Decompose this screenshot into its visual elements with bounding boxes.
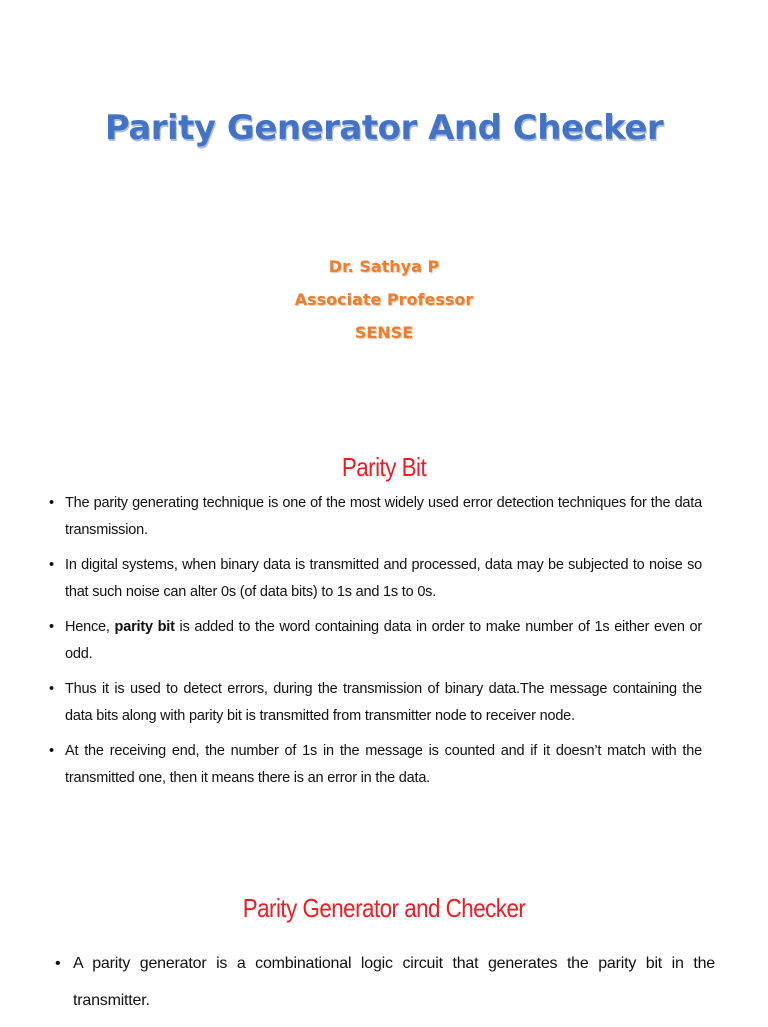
bullet-item: • Hence, parity bit is added to the word containing data in order to make number of 1s either even or odd. — [49, 614, 702, 668]
bullet-item: • A parity generator is a combinational logic circuit that generates the parity bit in the transmitter. — [55, 945, 715, 1019]
slide-title: Parity Generator And Checker — [104, 108, 664, 148]
bullet-icon: • — [49, 743, 54, 759]
author-school: SENSE — [354, 323, 414, 342]
section-heading-generator-checker: Parity Generator and Checker — [242, 893, 526, 923]
bullet-item: • The parity generating technique is one of the most widely used error detection techniques for the data transmission. — [49, 490, 702, 544]
bullet-icon: • — [55, 955, 61, 972]
generator-bullet-list — [55, 945, 715, 1027]
bullet-item: • In digital systems, when binary data is transmitted and processed, data may be subjected to noise so that such noise can alter 0s (of data bits) to 1s and 1s to 0s. — [49, 552, 702, 606]
bullet-item: • Thus it is used to detect errors, during the transmission of binary data.The message containing the data bits along with parity bit is transmitted from transmitter node to receiver node. — [49, 676, 702, 730]
bullet-icon: • — [49, 557, 54, 573]
bullet-item: • At the receiving end, the number of 1s in the message is counted and if it doesn’t match with the transmitted one, then it means there is an error in the data. — [49, 738, 702, 792]
author-name: Dr. Sathya P — [328, 257, 440, 276]
bullet-icon: • — [49, 495, 54, 511]
parity-bit-bullet-list — [49, 490, 702, 800]
author-block — [0, 250, 768, 349]
bullet-icon: • — [49, 681, 54, 697]
bullet-icon: • — [49, 619, 54, 635]
bold-term: parity bit — [114, 619, 175, 635]
author-designation: Associate Professor — [294, 290, 474, 309]
section-heading-parity-bit: Parity Bit — [341, 452, 427, 482]
